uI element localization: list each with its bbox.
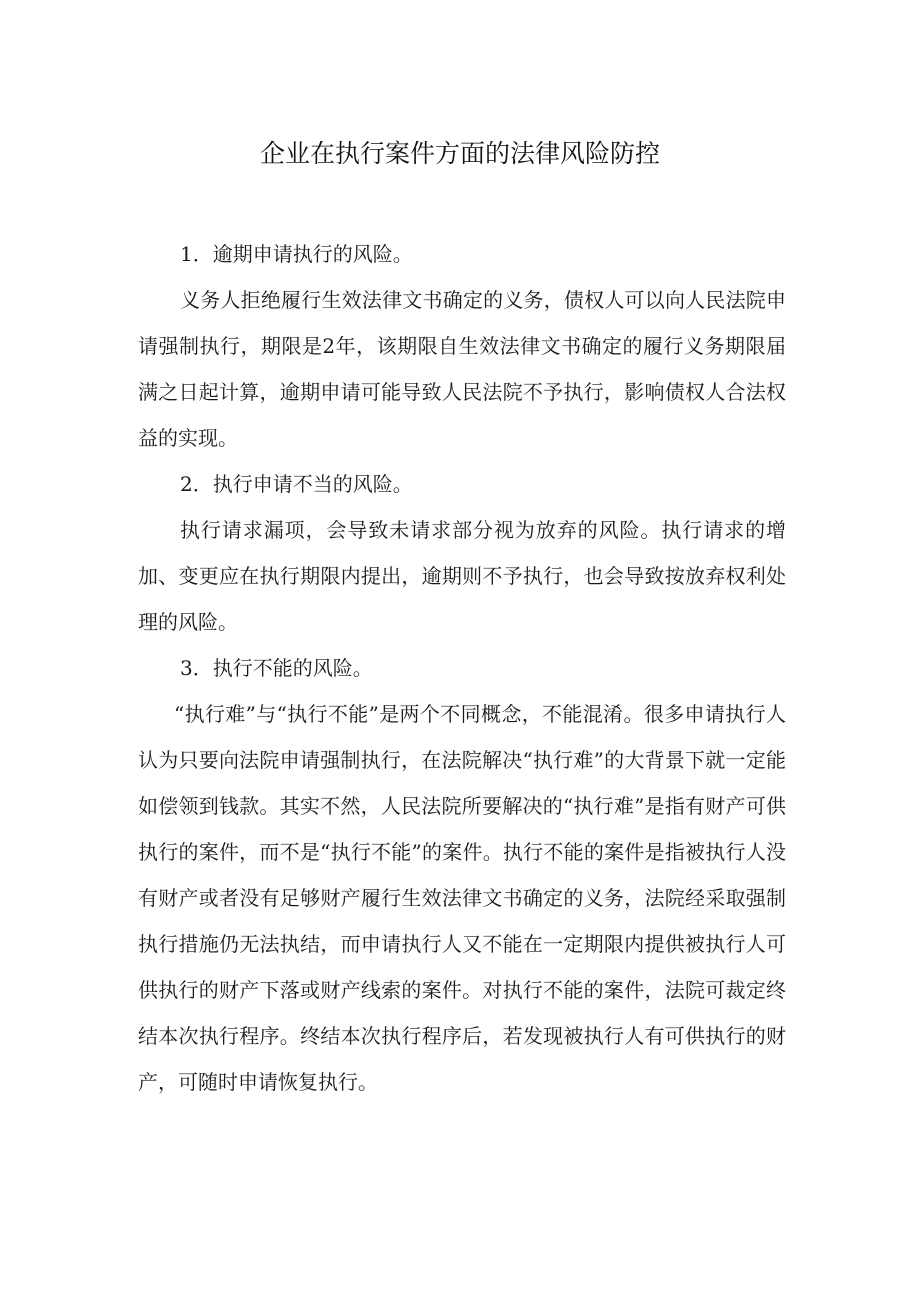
section-paragraph-2: 执行请求漏项，会导致未请求部分视为放弃的风险。执行请求的增加、变更应在执行期限内提出，逾期则不予执行，也会导致按放弃权利处理的风险。 — [138, 518, 786, 634]
section-paragraph-3: “执行难”与“执行不能”是两个不同概念，不能混淆。很多申请执行人认为只要向法院申请强制执行，在法院解决“执行难”的大背景下就一定能如偿领到钱款。其实不然，人民法院所要解决的“执行难”是指有财产可供执行的案件，而不是“执行不能”的案件。执行不能的案件是指被执行人没有财产或者没有足够财产履行生效法律文书确定的义务，法院经采取强制执行措施仍无法执结，而申请执行人又不能在一定期限内提供被执行人可供执行的财产下落或财产线索的案件。对执行不能的案件，法院可裁定终结本次执行程序。终结本次执行程序后，若发现被执行人有可供执行的财产，可随时申请恢复执行。 — [138, 702, 786, 1094]
section-heading-1: 1．逾期申请执行的风险。 — [180, 242, 413, 266]
section-heading-2: 2．执行申请不当的风险。 — [180, 472, 413, 496]
section-paragraph-1: 义务人拒绝履行生效法律文书确定的义务，债权人可以向人民法院申请强制执行，期限是2年，该期限自生效法律文书确定的履行义务期限届满之日起计算，逾期申请可能导致人民法院不予执行，影响债权人合法权益的实现。 — [138, 288, 786, 450]
document-title: 企业在执行案件方面的法律风险防控 — [259, 139, 660, 168]
section-heading-3: 3．执行不能的风险。 — [180, 656, 373, 680]
document-body — [138, 231, 786, 1105]
